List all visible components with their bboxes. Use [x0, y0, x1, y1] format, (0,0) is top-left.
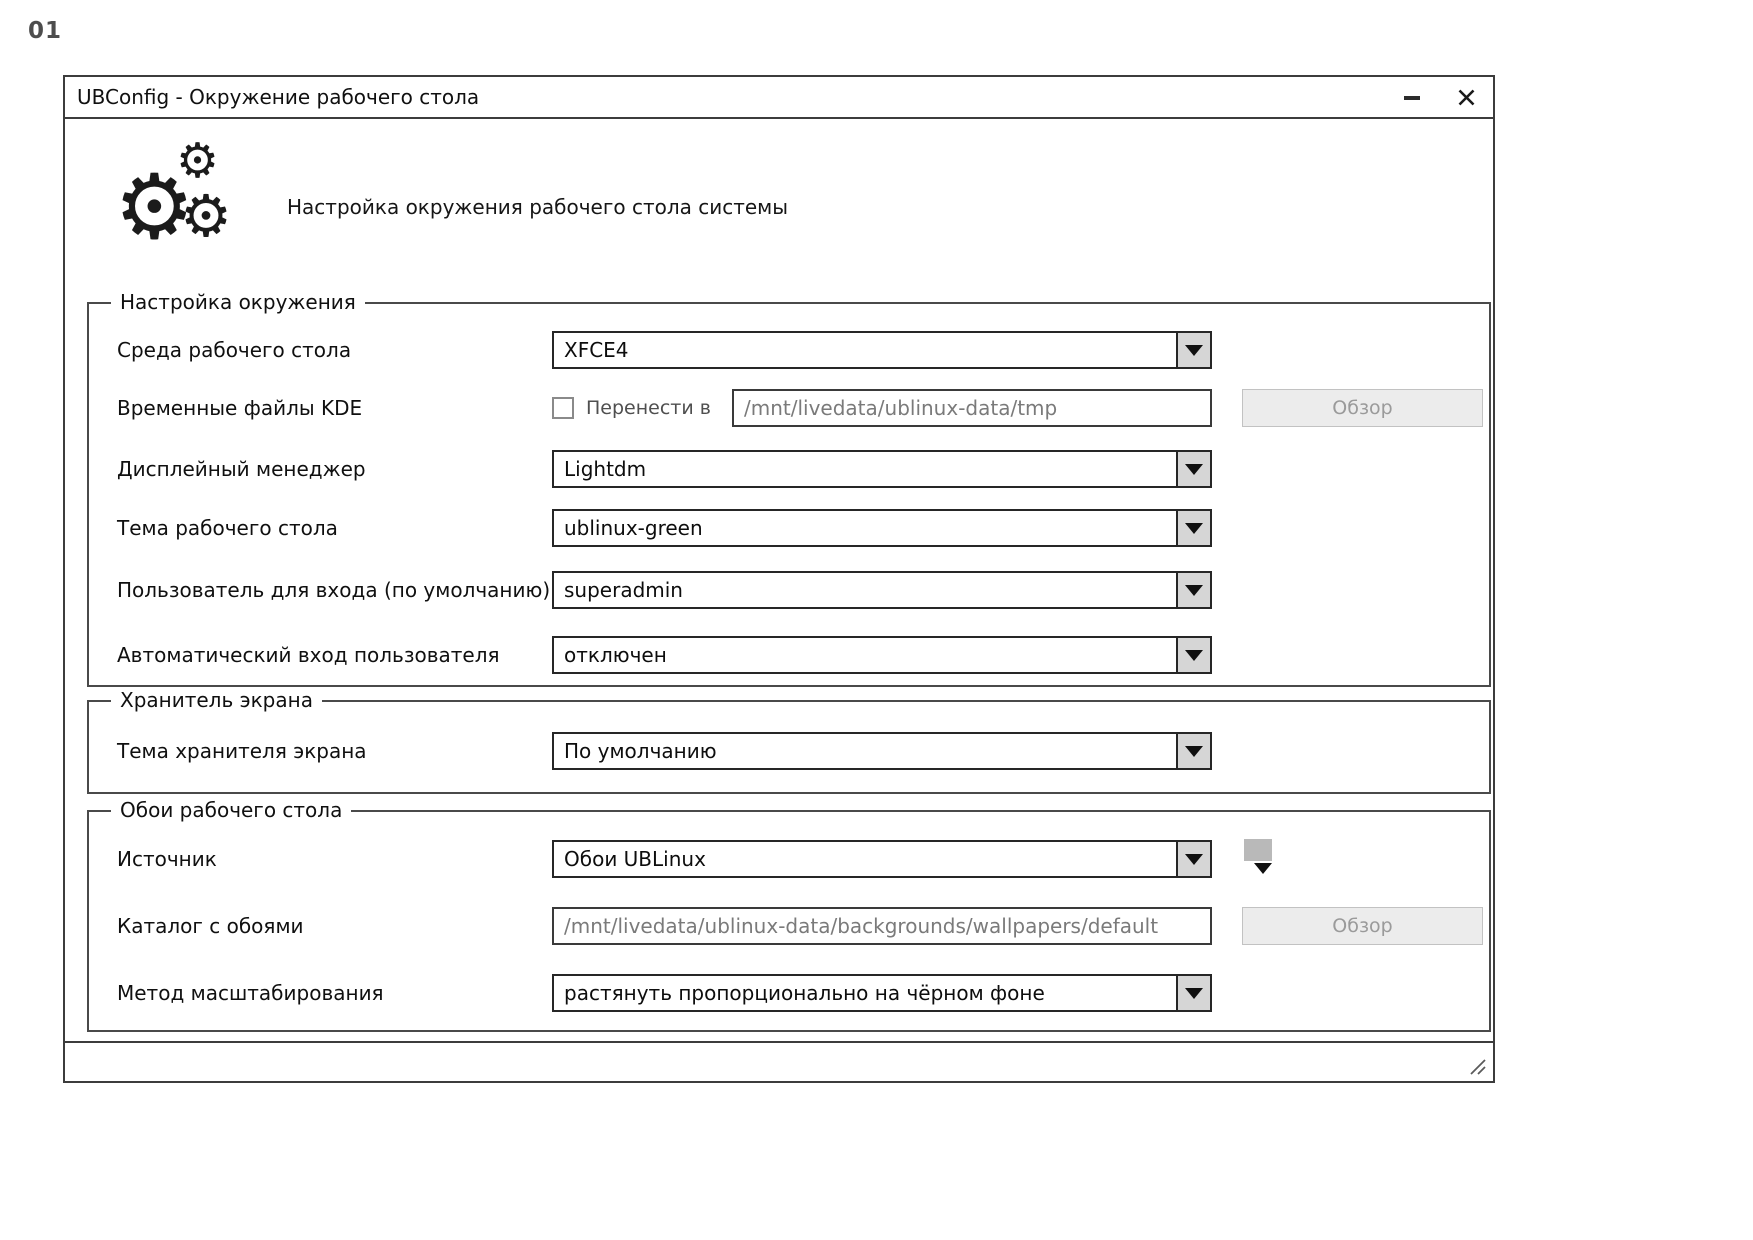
- default-user-label: Пользователь для входа (по умолчанию): [117, 578, 551, 602]
- wallpaper-source-dropdown-button[interactable]: [1176, 842, 1210, 876]
- screensaver-theme-value: По умолчанию: [564, 739, 717, 763]
- move-to-checkbox-group[interactable]: [552, 397, 732, 419]
- gear-small-icon: ⚙: [176, 133, 220, 189]
- scaling-method-label: Метод масштабирования: [117, 981, 384, 1005]
- chevron-down-icon: [1185, 988, 1203, 999]
- wallpaper-source-select[interactable]: [552, 840, 1212, 878]
- row-display-manager: [117, 450, 1483, 488]
- display-manager-label: Дисплейный менеджер: [117, 457, 366, 481]
- group-screensaver-legend: Хранитель экрана: [111, 688, 322, 712]
- row-scaling-method: [117, 974, 1483, 1012]
- gear-mid-icon: ⚙: [180, 182, 232, 250]
- move-to-checkbox[interactable]: [552, 397, 574, 419]
- window-controls: [1401, 84, 1477, 110]
- ubconfig-window: [63, 75, 1495, 1083]
- row-wallpaper-source: [117, 840, 1483, 878]
- wallpaper-directory-input[interactable]: [552, 907, 1212, 945]
- group-screensaver: [87, 688, 1491, 794]
- desktop-theme-dropdown-button[interactable]: [1176, 511, 1210, 545]
- chevron-down-icon: [1185, 523, 1203, 534]
- chevron-down-icon: [1185, 585, 1203, 596]
- row-wallpaper-directory: [117, 907, 1483, 945]
- screensaver-theme-select[interactable]: [552, 732, 1212, 770]
- gears-icon: [114, 133, 244, 265]
- display-manager-select[interactable]: [552, 450, 1212, 488]
- close-button[interactable]: [1455, 84, 1477, 110]
- row-desktop-environment: [117, 331, 1483, 369]
- group-environment-legend: Настройка окружения: [111, 290, 365, 314]
- window-subtitle: Настройка окружения рабочего стола системы: [287, 195, 789, 219]
- wallpaper-source-label: Источник: [117, 847, 217, 871]
- titlebar: [65, 77, 1493, 119]
- default-user-value: superadmin: [564, 578, 683, 602]
- chevron-down-icon: [1185, 464, 1203, 475]
- wallpaper-directory-browse-button[interactable]: Обзор: [1242, 907, 1483, 945]
- desktop-environment-dropdown-button[interactable]: [1176, 333, 1210, 367]
- resize-grip[interactable]: [1465, 1054, 1487, 1076]
- window-title: UBConfig - Окружение рабочего стола: [77, 85, 480, 109]
- autologin-select[interactable]: [552, 636, 1212, 674]
- default-user-select[interactable]: [552, 571, 1212, 609]
- chevron-down-icon: [1185, 854, 1203, 865]
- scaling-method-select[interactable]: [552, 974, 1212, 1012]
- desktop-theme-value: ublinux-green: [564, 516, 703, 540]
- screensaver-theme-label: Тема хранителя экрана: [117, 739, 367, 763]
- kde-temp-path-input[interactable]: [732, 389, 1212, 427]
- autologin-value: отключен: [564, 643, 667, 667]
- screensaver-theme-dropdown-button[interactable]: [1176, 734, 1210, 768]
- desktop-theme-label: Тема рабочего стола: [117, 516, 338, 540]
- move-to-checkbox-label[interactable]: Перенести в: [586, 397, 711, 419]
- group-environment: [87, 290, 1491, 687]
- chevron-down-icon: [1185, 746, 1203, 757]
- wallpaper-directory-label: Каталог с обоями: [117, 914, 304, 938]
- group-wallpaper-legend: Обои рабочего стола: [111, 798, 351, 822]
- default-user-dropdown-button[interactable]: [1176, 573, 1210, 607]
- image-swatch-icon: [1244, 839, 1272, 861]
- resize-grip-icon: [1465, 1054, 1487, 1076]
- desktop-environment-label: Среда рабочего стола: [117, 338, 352, 362]
- row-autologin: [117, 636, 1483, 674]
- desktop-environment-select[interactable]: [552, 331, 1212, 369]
- kde-temp-browse-button[interactable]: Обзор: [1242, 389, 1483, 427]
- statusbar: [65, 1041, 1493, 1081]
- chevron-down-icon: [1185, 650, 1203, 661]
- page-number-label: 01: [28, 18, 63, 44]
- chevron-down-icon: [1254, 863, 1272, 874]
- row-screensaver-theme: [117, 732, 1483, 770]
- display-manager-dropdown-button[interactable]: [1176, 452, 1210, 486]
- kde-temp-files-label: Временные файлы KDE: [117, 396, 363, 420]
- minimize-icon: [1404, 96, 1420, 100]
- minimize-button[interactable]: [1401, 84, 1423, 110]
- row-default-user: [117, 571, 1483, 609]
- row-desktop-theme: [117, 509, 1483, 547]
- wallpaper-source-value: Обои UBLinux: [564, 847, 706, 871]
- autologin-label: Автоматический вход пользователя: [117, 643, 500, 667]
- scaling-method-value: растянуть пропорционально на чёрном фоне: [564, 981, 1045, 1005]
- row-kde-temp-files: [117, 389, 1483, 427]
- gear-big-icon: ⚙: [114, 155, 195, 260]
- scaling-method-dropdown-button[interactable]: [1176, 976, 1210, 1010]
- desktop-environment-value: XFCE4: [564, 338, 629, 362]
- wallpaper-picker-button[interactable]: [1236, 836, 1284, 882]
- autologin-dropdown-button[interactable]: [1176, 638, 1210, 672]
- group-wallpaper: [87, 798, 1491, 1032]
- close-icon: [1457, 88, 1476, 107]
- chevron-down-icon: [1185, 345, 1203, 356]
- desktop-theme-select[interactable]: [552, 509, 1212, 547]
- display-manager-value: Lightdm: [564, 457, 647, 481]
